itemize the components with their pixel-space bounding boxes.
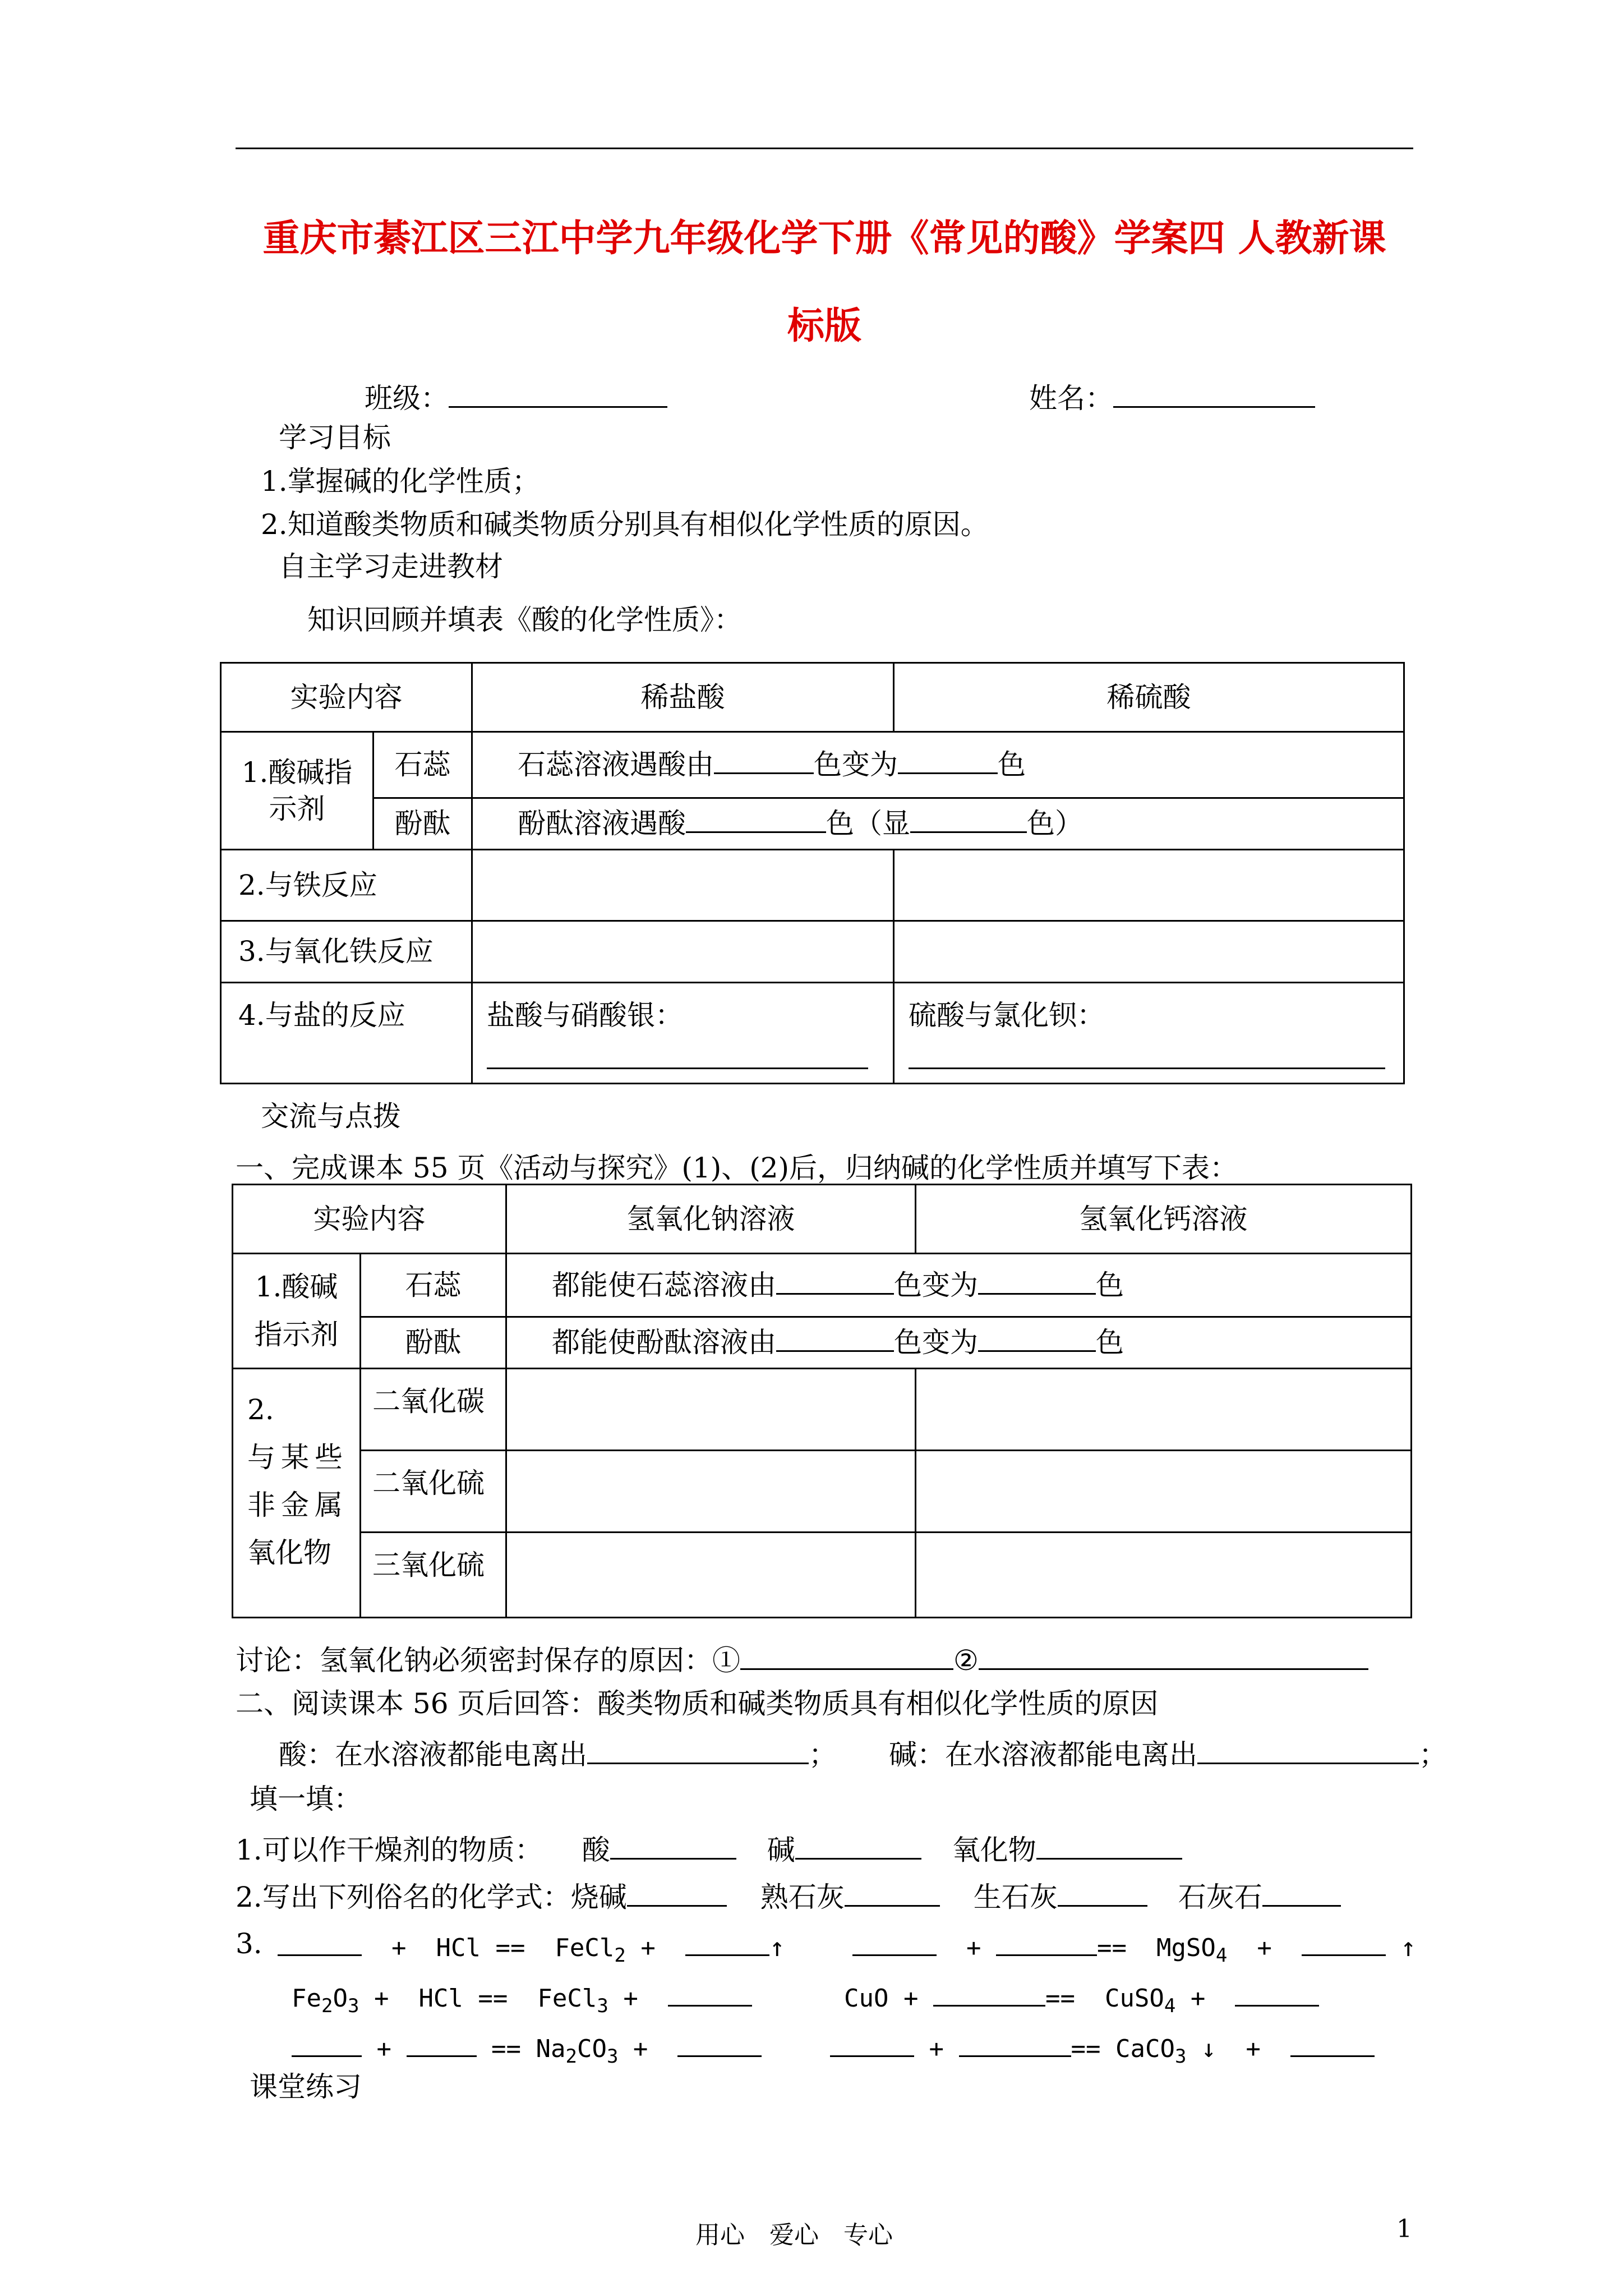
t1-salt-h2so4-text: 硫酸与氯化钡： [909, 999, 1105, 1032]
fill-heading: 填一填： [250, 1783, 362, 1815]
eq5-blank-3[interactable] [677, 2031, 762, 2057]
question-1: 1.可以作干燥剂的物质： 酸 碱 氧化物 [236, 1833, 1182, 1864]
t2-so3-naoh-cell[interactable] [506, 1533, 916, 1618]
equation-5: + == $Na_2CO_3$ + [292, 2031, 762, 2066]
class-label: 班级： [365, 381, 667, 412]
review-intro: 知识回顾并填表《酸的化学性质》： [307, 604, 742, 636]
t1-litmus: 石蕊 [374, 732, 472, 798]
q2-blank-4[interactable] [1262, 1880, 1341, 1907]
t1-indicator-label: 1.酸碱指示剂 [221, 732, 374, 850]
eq2-blank-2[interactable] [996, 1930, 1097, 1956]
t2-litmus-blank-2[interactable] [978, 1268, 1096, 1295]
q2-blank-2[interactable] [845, 1880, 940, 1907]
eq6-blank-2[interactable] [959, 2031, 1071, 2057]
equation-2: + == MgSO$_4$ + ↑ [852, 1930, 1416, 1965]
t1-salt-hcl-cell [472, 983, 894, 1084]
page-title-line-2: 标版 [787, 304, 861, 347]
eq3-blank-1[interactable] [668, 1980, 752, 2007]
name-blank[interactable] [1113, 381, 1315, 408]
t1-header-h2so4: 稀硫酸 [894, 663, 1404, 732]
t2-phenol: 酚酞 [361, 1317, 506, 1369]
acid-ion-blank[interactable] [587, 1738, 809, 1764]
goal-2: 2.知道酸类物质和碱类物质分别具有相似化学性质的原因。 [261, 508, 989, 541]
page-number: 1 [1396, 2215, 1412, 2243]
precipitate-arrow-icon: ↓ [1201, 2035, 1216, 2063]
t2-litmus-blank-1[interactable] [776, 1268, 894, 1295]
page-title-line-1: 重庆市綦江区三江中学九年级化学下册《常见的酸》学案四 人教新课 [262, 217, 1386, 260]
base-ion-blank[interactable] [1197, 1738, 1419, 1764]
t1-litmus-blank-2[interactable] [898, 748, 998, 774]
goal-1: 1.掌握碱的化学性质； [261, 465, 540, 498]
equation-4: CuO + == CuSO$_4$ + [844, 1980, 1319, 2016]
eq5-blank-2[interactable] [407, 2031, 477, 2057]
t2-phenol-blank-1[interactable] [776, 1326, 894, 1352]
t2-co2-caoh-cell[interactable] [916, 1369, 1412, 1451]
gas-arrow-icon: ↑ [1400, 1932, 1417, 1962]
practice-heading: 课堂练习 [250, 2070, 362, 2103]
t1-iron-oxide-label: 3.与氧化铁反应 [221, 921, 472, 983]
t2-co2-naoh-cell[interactable] [506, 1369, 916, 1451]
eq5-blank-1[interactable] [292, 2031, 362, 2057]
t2-header-content: 实验内容 [233, 1185, 506, 1254]
t2-phenol-blank-2[interactable] [978, 1326, 1096, 1352]
equation-1: + HCl == FeCl$_2$ + ↑ [278, 1930, 785, 1965]
discussion-line: 讨论：氢氧化钠必须密封保存的原因：① ② [236, 1644, 1368, 1674]
t1-header-hcl: 稀盐酸 [472, 663, 894, 732]
t2-phenol-text: 都能使酚酞溶液由 色变为 色 [506, 1317, 1412, 1369]
t1-phenol-blank-2[interactable] [910, 807, 1027, 833]
discussion-blank-2[interactable] [979, 1644, 1368, 1670]
footer-motto: 用心 爱心 专心 [695, 2221, 893, 2249]
base-properties-table [232, 1184, 1412, 1618]
q1-base-blank[interactable] [795, 1833, 921, 1860]
t1-header-content: 实验内容 [221, 663, 472, 732]
t1-salt-h2so4-blank[interactable] [909, 1068, 1385, 1069]
t1-iron-label: 2.与铁反应 [221, 850, 472, 921]
q2-blank-1[interactable] [627, 1880, 727, 1907]
gas-arrow-icon: ↑ [769, 1932, 785, 1962]
q1-acid-blank[interactable] [610, 1833, 736, 1860]
t1-phenol-text: 酚酞溶液遇酸 色（显 色） [472, 798, 1404, 850]
equation-3: $Fe_2O_3$ + HCl == FeCl$_3$ + [292, 1980, 752, 2016]
self-study-heading: 自主学习走进教材 [279, 550, 503, 583]
eq2-blank-1[interactable] [852, 1930, 937, 1956]
equation-6: + == CaCO$_3$ ↓ + [830, 2031, 1375, 2066]
t1-salt-h2so4-cell [894, 983, 1404, 1084]
t2-litmus: 石蕊 [361, 1254, 506, 1317]
acid-properties-table [220, 662, 1405, 1084]
t2-indicator-label: 1.酸碱 指示剂 [233, 1254, 361, 1369]
t2-so3-caoh-cell[interactable] [916, 1533, 1412, 1618]
eq2-blank-3[interactable] [1302, 1930, 1386, 1956]
eq1-blank-1[interactable] [278, 1930, 362, 1956]
eq4-blank-2[interactable] [1235, 1980, 1319, 2007]
q3-number: 3. [236, 1927, 262, 1960]
part-1-text: 一、完成课本 55 页《活动与探究》(1)、(2)后，归纳碱的化学性质并填写下表： [236, 1152, 1238, 1184]
t1-salt-hcl-blank[interactable] [487, 1068, 868, 1069]
eq6-blank-1[interactable] [830, 2031, 914, 2057]
q2-blank-3[interactable] [1058, 1880, 1147, 1907]
discussion-blank-1[interactable] [740, 1644, 953, 1670]
exchange-heading: 交流与点拨 [261, 1100, 401, 1133]
t1-litmus-text: 石蕊溶液遇酸由 色变为 色 [472, 732, 1404, 798]
part-2-text: 二、阅读课本 56 页后回答：酸类物质和碱类物质具有相似化学性质的原因 [236, 1687, 1159, 1720]
t2-so2: 二氧化硫 [361, 1451, 506, 1533]
t1-phenol: 酚酞 [374, 798, 472, 850]
q1-oxide-blank[interactable] [1036, 1833, 1182, 1860]
acid-ion-line: 酸：在水溶液都能电离出 ； [279, 1738, 837, 1771]
t1-iron-hcl-cell[interactable] [472, 850, 894, 921]
t2-so2-naoh-cell[interactable] [506, 1451, 916, 1533]
question-2: 2.写出下列俗名的化学式：烧碱 熟石灰 生石灰 石灰石 [236, 1880, 1341, 1911]
t1-salt-hcl-text: 盐酸与硝酸银： [487, 999, 683, 1032]
eq1-blank-2[interactable] [685, 1930, 769, 1956]
t1-salt-label: 4.与盐的反应 [221, 983, 472, 1084]
t2-oxide-label: 2. 与某些 非金属 氧化物 [233, 1369, 361, 1618]
name-label: 姓名： [1029, 381, 1315, 412]
t2-so3: 三氧化硫 [361, 1533, 506, 1618]
goals-heading: 学习目标 [279, 421, 391, 454]
eq6-blank-3[interactable] [1290, 2031, 1375, 2057]
t1-iron-oxide-h2so4-cell[interactable] [894, 921, 1404, 983]
t1-iron-h2so4-cell[interactable] [894, 850, 1404, 921]
t1-phenol-blank-1[interactable] [686, 807, 826, 833]
t2-header-naoh: 氢氧化钠溶液 [506, 1185, 916, 1254]
base-ion-line: 碱：在水溶液都能电离出 ； [889, 1738, 1447, 1771]
t1-litmus-blank-1[interactable] [714, 748, 814, 774]
class-blank[interactable] [449, 381, 667, 408]
header-rule [236, 148, 1413, 149]
t2-co2: 二氧化碳 [361, 1369, 506, 1451]
t2-so2-caoh-cell[interactable] [916, 1451, 1412, 1533]
t2-header-caoh: 氢氧化钙溶液 [916, 1185, 1412, 1254]
t2-litmus-text: 都能使石蕊溶液由 色变为 色 [506, 1254, 1412, 1317]
t1-iron-oxide-hcl-cell[interactable] [472, 921, 894, 983]
eq4-blank-1[interactable] [933, 1980, 1045, 2007]
